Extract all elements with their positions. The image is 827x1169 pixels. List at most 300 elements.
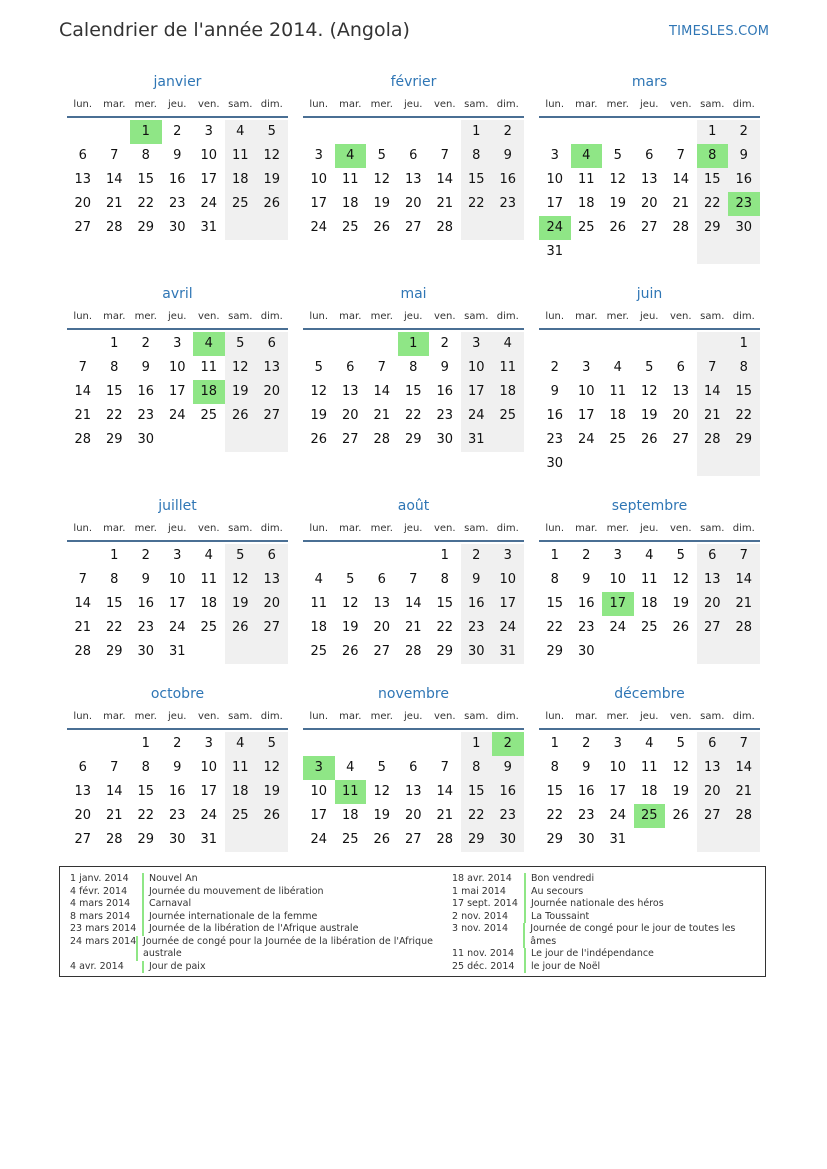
day-cell[interactable]: 7 — [676, 148, 685, 163]
day-cell[interactable]: 5 — [613, 148, 622, 163]
day-cell[interactable]: 20 — [404, 808, 422, 823]
day-cell[interactable]: 18 — [640, 596, 658, 611]
day-cell[interactable]: 29 — [105, 644, 123, 659]
day-cell[interactable]: 14 — [74, 596, 92, 611]
day-cell[interactable]: 10 — [168, 360, 186, 375]
day-cell[interactable]: 21 — [728, 592, 760, 616]
day-cell[interactable]: 24 — [461, 404, 493, 428]
day-cell[interactable]: 4 — [225, 120, 257, 144]
day-cell[interactable]: 12 — [225, 356, 257, 380]
day-cell[interactable]: 25 — [341, 832, 359, 847]
day-cell[interactable]: 29 — [697, 216, 729, 240]
day-cell[interactable]: 5 — [346, 572, 355, 587]
day-cell[interactable]: 20 — [672, 408, 690, 423]
day-cell[interactable]: 9 — [173, 148, 182, 163]
day-cell[interactable]: 11 — [200, 360, 218, 375]
day-cell[interactable]: 16 — [492, 168, 524, 192]
day-cell[interactable]: 29 — [137, 832, 155, 847]
day-cell[interactable]: 19 — [672, 784, 690, 799]
day-cell[interactable]: 3 — [613, 548, 622, 563]
day-cell[interactable]: 23 — [728, 192, 760, 216]
day-cell[interactable]: 27 — [74, 220, 92, 235]
day-cell[interactable]: 7 — [728, 544, 760, 568]
day-cell[interactable]: 24 — [492, 616, 524, 640]
day-cell[interactable]: 13 — [697, 568, 729, 592]
day-cell[interactable]: 9 — [582, 572, 591, 587]
day-cell[interactable]: 2 — [173, 124, 182, 139]
day-cell[interactable]: 10 — [461, 356, 493, 380]
day-cell[interactable]: 22 — [728, 404, 760, 428]
day-cell[interactable]: 10 — [310, 784, 328, 799]
day-cell[interactable]: 11 — [492, 356, 524, 380]
day-cell[interactable]: 28 — [436, 220, 454, 235]
day-cell[interactable]: 24 — [200, 808, 218, 823]
day-cell[interactable]: 24 — [200, 196, 218, 211]
day-cell[interactable]: 12 — [640, 384, 658, 399]
day-cell[interactable]: 30 — [577, 644, 595, 659]
day-cell[interactable]: 9 — [141, 572, 150, 587]
day-cell[interactable]: 13 — [373, 596, 391, 611]
day-cell[interactable]: 17 — [577, 408, 595, 423]
day-cell[interactable]: 23 — [137, 408, 155, 423]
day-cell[interactable]: 27 — [373, 644, 391, 659]
day-cell[interactable]: 19 — [256, 168, 288, 192]
day-cell[interactable]: 19 — [225, 380, 257, 404]
day-cell[interactable]: 3 — [550, 148, 559, 163]
day-cell[interactable]: 10 — [310, 172, 328, 187]
day-cell[interactable]: 16 — [137, 596, 155, 611]
day-cell[interactable]: 18 — [609, 408, 627, 423]
day-cell[interactable]: 8 — [550, 760, 559, 775]
day-cell[interactable]: 16 — [577, 784, 595, 799]
day-cell[interactable]: 2 — [492, 732, 524, 756]
day-cell[interactable]: 6 — [697, 544, 729, 568]
day-cell[interactable]: 28 — [74, 644, 92, 659]
day-cell[interactable]: 21 — [436, 808, 454, 823]
day-cell[interactable]: 16 — [168, 784, 186, 799]
day-cell[interactable]: 15 — [105, 384, 123, 399]
day-cell[interactable]: 19 — [640, 408, 658, 423]
day-cell[interactable]: 26 — [256, 804, 288, 828]
day-cell[interactable]: 21 — [105, 196, 123, 211]
day-cell[interactable]: 27 — [256, 404, 288, 428]
day-cell[interactable]: 1 — [110, 548, 119, 563]
day-cell[interactable]: 15 — [728, 380, 760, 404]
day-cell[interactable]: 14 — [672, 172, 690, 187]
day-cell[interactable]: 16 — [436, 384, 454, 399]
day-cell[interactable]: 30 — [461, 640, 493, 664]
day-cell[interactable]: 4 — [492, 332, 524, 356]
day-cell[interactable]: 17 — [461, 380, 493, 404]
day-cell[interactable]: 3 — [173, 548, 182, 563]
day-cell[interactable]: 13 — [640, 172, 658, 187]
day-cell[interactable]: 29 — [728, 428, 760, 452]
day-cell[interactable]: 17 — [310, 196, 328, 211]
day-cell[interactable]: 31 — [609, 832, 627, 847]
day-cell[interactable]: 12 — [609, 172, 627, 187]
day-cell[interactable]: 11 — [200, 572, 218, 587]
day-cell[interactable]: 1 — [697, 120, 729, 144]
day-cell[interactable]: 17 — [546, 196, 564, 211]
day-cell[interactable]: 30 — [492, 828, 524, 852]
day-cell[interactable]: 24 — [577, 432, 595, 447]
day-cell[interactable]: 25 — [310, 644, 328, 659]
day-cell[interactable]: 20 — [256, 380, 288, 404]
day-cell[interactable]: 9 — [141, 360, 150, 375]
day-cell[interactable]: 6 — [377, 572, 386, 587]
day-cell[interactable]: 26 — [672, 620, 690, 635]
day-cell[interactable]: 17 — [310, 808, 328, 823]
day-cell[interactable]: 12 — [672, 572, 690, 587]
day-cell[interactable]: 27 — [404, 832, 422, 847]
day-cell[interactable]: 23 — [168, 196, 186, 211]
day-cell[interactable]: 15 — [461, 780, 493, 804]
day-cell[interactable]: 19 — [225, 592, 257, 616]
day-cell[interactable]: 14 — [404, 596, 422, 611]
day-cell[interactable]: 15 — [137, 172, 155, 187]
day-cell[interactable]: 4 — [193, 332, 225, 356]
day-cell[interactable]: 14 — [728, 568, 760, 592]
day-cell[interactable]: 26 — [672, 808, 690, 823]
day-cell[interactable]: 10 — [609, 572, 627, 587]
day-cell[interactable]: 5 — [676, 548, 685, 563]
day-cell[interactable]: 16 — [461, 592, 493, 616]
day-cell[interactable]: 2 — [173, 736, 182, 751]
day-cell[interactable]: 10 — [577, 384, 595, 399]
day-cell[interactable]: 9 — [461, 568, 493, 592]
day-cell[interactable]: 3 — [303, 756, 335, 780]
day-cell[interactable]: 18 — [193, 380, 225, 404]
day-cell[interactable]: 18 — [640, 784, 658, 799]
day-cell[interactable]: 9 — [440, 360, 449, 375]
day-cell[interactable]: 7 — [409, 572, 418, 587]
day-cell[interactable]: 27 — [341, 432, 359, 447]
day-cell[interactable]: 18 — [310, 620, 328, 635]
day-cell[interactable]: 30 — [728, 216, 760, 240]
day-cell[interactable]: 24 — [609, 808, 627, 823]
day-cell[interactable]: 1 — [141, 736, 150, 751]
day-cell[interactable]: 17 — [609, 784, 627, 799]
day-cell[interactable]: 26 — [640, 432, 658, 447]
day-cell[interactable]: 20 — [404, 196, 422, 211]
day-cell[interactable]: 15 — [697, 168, 729, 192]
day-cell[interactable]: 29 — [105, 432, 123, 447]
day-cell[interactable]: 17 — [200, 172, 218, 187]
day-cell[interactable]: 20 — [640, 196, 658, 211]
day-cell[interactable]: 16 — [492, 780, 524, 804]
day-cell[interactable]: 13 — [74, 784, 92, 799]
day-cell[interactable]: 27 — [697, 804, 729, 828]
day-cell[interactable]: 18 — [577, 196, 595, 211]
day-cell[interactable]: 1 — [461, 120, 493, 144]
day-cell[interactable]: 25 — [200, 620, 218, 635]
day-cell[interactable]: 12 — [672, 760, 690, 775]
day-cell[interactable]: 5 — [314, 360, 323, 375]
day-cell[interactable]: 19 — [373, 196, 391, 211]
day-cell[interactable]: 24 — [609, 620, 627, 635]
day-cell[interactable]: 5 — [377, 760, 386, 775]
day-cell[interactable]: 15 — [546, 784, 564, 799]
day-cell[interactable]: 8 — [141, 148, 150, 163]
day-cell[interactable]: 15 — [546, 596, 564, 611]
day-cell[interactable]: 6 — [409, 760, 418, 775]
day-cell[interactable]: 7 — [78, 572, 87, 587]
day-cell[interactable]: 29 — [436, 644, 454, 659]
day-cell[interactable]: 30 — [436, 432, 454, 447]
day-cell[interactable]: 9 — [173, 760, 182, 775]
day-cell[interactable]: 25 — [634, 804, 666, 828]
day-cell[interactable]: 13 — [341, 384, 359, 399]
day-cell[interactable]: 9 — [492, 144, 524, 168]
day-cell[interactable]: 19 — [310, 408, 328, 423]
day-cell[interactable]: 20 — [74, 808, 92, 823]
day-cell[interactable]: 18 — [225, 168, 257, 192]
day-cell[interactable]: 26 — [256, 192, 288, 216]
day-cell[interactable]: 2 — [728, 120, 760, 144]
day-cell[interactable]: 16 — [137, 384, 155, 399]
day-cell[interactable]: 23 — [577, 620, 595, 635]
day-cell[interactable]: 18 — [200, 596, 218, 611]
day-cell[interactable]: 28 — [105, 832, 123, 847]
day-cell[interactable]: 19 — [609, 196, 627, 211]
day-cell[interactable]: 12 — [256, 756, 288, 780]
day-cell[interactable]: 5 — [256, 120, 288, 144]
day-cell[interactable]: 6 — [697, 732, 729, 756]
day-cell[interactable]: 3 — [613, 736, 622, 751]
day-cell[interactable]: 20 — [341, 408, 359, 423]
day-cell[interactable]: 12 — [341, 596, 359, 611]
day-cell[interactable]: 23 — [137, 620, 155, 635]
day-cell[interactable]: 19 — [672, 596, 690, 611]
day-cell[interactable]: 13 — [74, 172, 92, 187]
day-cell[interactable]: 5 — [377, 148, 386, 163]
day-cell[interactable]: 28 — [728, 804, 760, 828]
day-cell[interactable]: 7 — [78, 360, 87, 375]
day-cell[interactable]: 27 — [640, 220, 658, 235]
day-cell[interactable]: 26 — [341, 644, 359, 659]
day-cell[interactable]: 1 — [728, 332, 760, 356]
day-cell[interactable]: 24 — [310, 220, 328, 235]
day-cell[interactable]: 3 — [204, 124, 213, 139]
day-cell[interactable]: 3 — [173, 336, 182, 351]
day-cell[interactable]: 7 — [697, 356, 729, 380]
day-cell[interactable]: 31 — [200, 832, 218, 847]
day-cell[interactable]: 2 — [582, 548, 591, 563]
day-cell[interactable]: 11 — [577, 172, 595, 187]
day-cell[interactable]: 30 — [137, 432, 155, 447]
day-cell[interactable]: 8 — [440, 572, 449, 587]
day-cell[interactable]: 12 — [256, 144, 288, 168]
day-cell[interactable]: 11 — [341, 172, 359, 187]
day-cell[interactable]: 4 — [613, 360, 622, 375]
day-cell[interactable]: 13 — [256, 568, 288, 592]
day-cell[interactable]: 30 — [137, 644, 155, 659]
day-cell[interactable]: 22 — [436, 620, 454, 635]
day-cell[interactable]: 20 — [697, 592, 729, 616]
day-cell[interactable]: 22 — [546, 808, 564, 823]
day-cell[interactable]: 13 — [404, 172, 422, 187]
day-cell[interactable]: 14 — [728, 756, 760, 780]
day-cell[interactable]: 17 — [200, 784, 218, 799]
day-cell[interactable]: 8 — [141, 760, 150, 775]
day-cell[interactable]: 30 — [577, 832, 595, 847]
day-cell[interactable]: 12 — [225, 568, 257, 592]
day-cell[interactable]: 17 — [168, 596, 186, 611]
day-cell[interactable]: 15 — [105, 596, 123, 611]
day-cell[interactable]: 10 — [168, 572, 186, 587]
day-cell[interactable]: 26 — [373, 832, 391, 847]
day-cell[interactable]: 4 — [204, 548, 213, 563]
day-cell[interactable]: 17 — [492, 592, 524, 616]
day-cell[interactable]: 1 — [550, 736, 559, 751]
day-cell[interactable]: 22 — [137, 196, 155, 211]
day-cell[interactable]: 26 — [225, 404, 257, 428]
day-cell[interactable]: 27 — [74, 832, 92, 847]
day-cell[interactable]: 6 — [676, 360, 685, 375]
day-cell[interactable]: 10 — [200, 148, 218, 163]
day-cell[interactable]: 17 — [602, 592, 634, 616]
day-cell[interactable]: 11 — [225, 144, 257, 168]
day-cell[interactable]: 2 — [141, 548, 150, 563]
day-cell[interactable]: 23 — [436, 408, 454, 423]
day-cell[interactable]: 22 — [697, 192, 729, 216]
day-cell[interactable]: 11 — [609, 384, 627, 399]
day-cell[interactable]: 26 — [373, 220, 391, 235]
day-cell[interactable]: 16 — [577, 596, 595, 611]
day-cell[interactable]: 29 — [461, 828, 493, 852]
day-cell[interactable]: 8 — [697, 144, 729, 168]
day-cell[interactable]: 6 — [409, 148, 418, 163]
day-cell[interactable]: 19 — [341, 620, 359, 635]
day-cell[interactable]: 9 — [492, 756, 524, 780]
day-cell[interactable]: 29 — [546, 832, 564, 847]
day-cell[interactable]: 16 — [728, 168, 760, 192]
day-cell[interactable]: 4 — [225, 732, 257, 756]
day-cell[interactable]: 28 — [728, 616, 760, 640]
day-cell[interactable]: 10 — [546, 172, 564, 187]
day-cell[interactable]: 9 — [728, 144, 760, 168]
day-cell[interactable]: 22 — [546, 620, 564, 635]
day-cell[interactable]: 2 — [550, 360, 559, 375]
day-cell[interactable]: 10 — [200, 760, 218, 775]
day-cell[interactable]: 26 — [609, 220, 627, 235]
day-cell[interactable]: 9 — [550, 384, 559, 399]
day-cell[interactable]: 22 — [461, 804, 493, 828]
day-cell[interactable]: 21 — [728, 780, 760, 804]
day-cell[interactable]: 20 — [373, 620, 391, 635]
day-cell[interactable]: 18 — [341, 808, 359, 823]
day-cell[interactable]: 15 — [436, 596, 454, 611]
day-cell[interactable]: 19 — [373, 808, 391, 823]
day-cell[interactable]: 23 — [492, 804, 524, 828]
day-cell[interactable]: 20 — [697, 780, 729, 804]
day-cell[interactable]: 21 — [697, 404, 729, 428]
day-cell[interactable]: 11 — [640, 760, 658, 775]
day-cell[interactable]: 4 — [346, 760, 355, 775]
day-cell[interactable]: 24 — [539, 216, 571, 240]
day-cell[interactable]: 27 — [256, 616, 288, 640]
day-cell[interactable]: 22 — [105, 408, 123, 423]
day-cell[interactable]: 13 — [672, 384, 690, 399]
day-cell[interactable]: 23 — [492, 192, 524, 216]
day-cell[interactable]: 21 — [74, 408, 92, 423]
day-cell[interactable]: 14 — [373, 384, 391, 399]
day-cell[interactable]: 7 — [440, 760, 449, 775]
day-cell[interactable]: 24 — [310, 832, 328, 847]
day-cell[interactable]: 5 — [225, 544, 257, 568]
day-cell[interactable]: 8 — [110, 360, 119, 375]
day-cell[interactable]: 27 — [697, 616, 729, 640]
day-cell[interactable]: 21 — [74, 620, 92, 635]
day-cell[interactable]: 12 — [310, 384, 328, 399]
day-cell[interactable]: 28 — [373, 432, 391, 447]
day-cell[interactable]: 31 — [461, 428, 493, 452]
day-cell[interactable]: 3 — [204, 736, 213, 751]
day-cell[interactable]: 5 — [256, 732, 288, 756]
day-cell[interactable]: 24 — [168, 408, 186, 423]
day-cell[interactable]: 15 — [404, 384, 422, 399]
day-cell[interactable]: 18 — [225, 780, 257, 804]
day-cell[interactable]: 2 — [461, 544, 493, 568]
day-cell[interactable]: 6 — [645, 148, 654, 163]
day-cell[interactable]: 6 — [256, 332, 288, 356]
day-cell[interactable]: 7 — [110, 760, 119, 775]
day-cell[interactable]: 4 — [645, 736, 654, 751]
brand-logo[interactable]: TIMESLES.COM — [669, 24, 770, 39]
day-cell[interactable]: 4 — [314, 572, 323, 587]
day-cell[interactable]: 10 — [492, 568, 524, 592]
day-cell[interactable]: 18 — [341, 196, 359, 211]
day-cell[interactable]: 31 — [546, 244, 564, 259]
day-cell[interactable]: 10 — [609, 760, 627, 775]
day-cell[interactable]: 7 — [110, 148, 119, 163]
day-cell[interactable]: 2 — [141, 336, 150, 351]
day-cell[interactable]: 22 — [404, 408, 422, 423]
day-cell[interactable]: 25 — [577, 220, 595, 235]
day-cell[interactable]: 23 — [461, 616, 493, 640]
day-cell[interactable]: 16 — [168, 172, 186, 187]
day-cell[interactable]: 27 — [672, 432, 690, 447]
day-cell[interactable]: 30 — [168, 220, 186, 235]
day-cell[interactable]: 8 — [409, 360, 418, 375]
day-cell[interactable]: 21 — [672, 196, 690, 211]
day-cell[interactable]: 3 — [582, 360, 591, 375]
day-cell[interactable]: 25 — [341, 220, 359, 235]
day-cell[interactable]: 18 — [492, 380, 524, 404]
day-cell[interactable]: 28 — [672, 220, 690, 235]
day-cell[interactable]: 28 — [697, 428, 729, 452]
day-cell[interactable]: 3 — [461, 332, 493, 356]
day-cell[interactable]: 14 — [697, 380, 729, 404]
day-cell[interactable]: 1 — [110, 336, 119, 351]
day-cell[interactable]: 31 — [492, 640, 524, 664]
day-cell[interactable]: 8 — [550, 572, 559, 587]
day-cell[interactable]: 9 — [582, 760, 591, 775]
day-cell[interactable]: 20 — [74, 196, 92, 211]
day-cell[interactable]: 2 — [440, 336, 449, 351]
day-cell[interactable]: 25 — [492, 404, 524, 428]
day-cell[interactable]: 4 — [645, 548, 654, 563]
day-cell[interactable]: 2 — [582, 736, 591, 751]
day-cell[interactable]: 28 — [436, 832, 454, 847]
day-cell[interactable]: 8 — [728, 356, 760, 380]
day-cell[interactable]: 13 — [256, 356, 288, 380]
day-cell[interactable]: 1 — [398, 332, 430, 356]
day-cell[interactable]: 5 — [225, 332, 257, 356]
day-cell[interactable]: 8 — [461, 144, 493, 168]
day-cell[interactable]: 4 — [335, 144, 367, 168]
day-cell[interactable]: 11 — [310, 596, 328, 611]
